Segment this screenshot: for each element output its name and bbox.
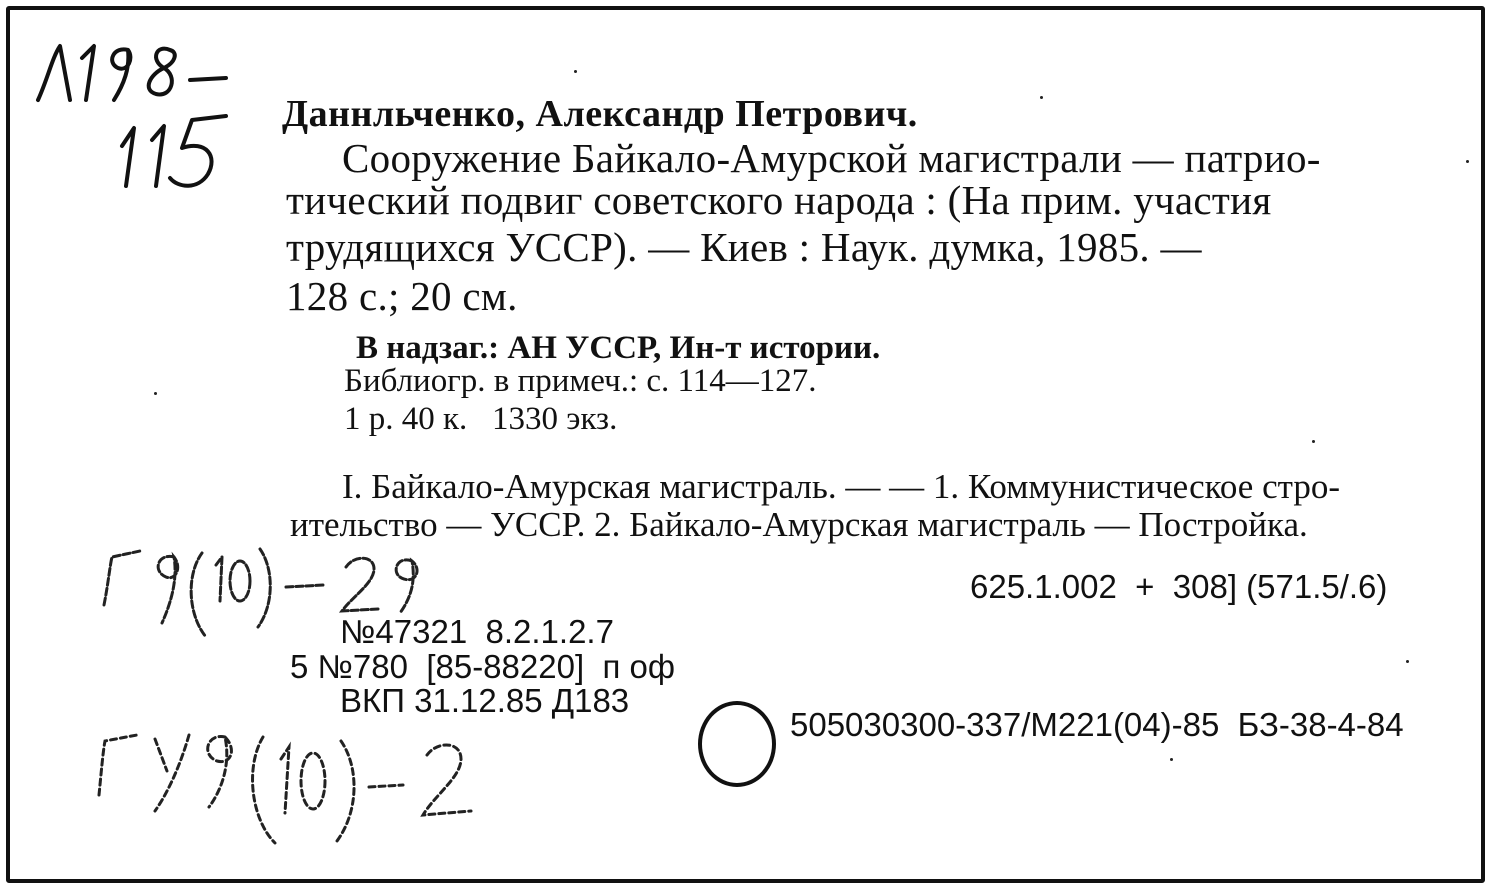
title-line: трудящихся УССР). — Киев : Наук. думка, 1985. — xyxy=(286,224,1202,270)
scan-speck xyxy=(1040,96,1043,99)
scan-speck xyxy=(1312,440,1315,443)
handwritten-classmark-1 xyxy=(90,535,450,645)
physical-description: 128 с.; 20 см. xyxy=(286,273,518,319)
registry-line: ВКП 31.12.85 Д183 xyxy=(340,682,630,719)
subject-line: ительство — УССР. 2. Байкало-Амурская магистраль — Постройка. xyxy=(290,505,1308,544)
subject-line: I. Байкало-Амурская магистраль. — — 1. Коммунистическое стро- xyxy=(342,467,1340,506)
author-heading: Даннльченко, Александр Петрович. xyxy=(282,93,918,135)
registry-line: 5 №780 [85-88220] п оф xyxy=(290,648,675,685)
title-line: Сооружение Байкало-Амурской магистрали — патрио- xyxy=(342,135,1321,181)
title-line: тический подвиг советского народа : (На прим. участия xyxy=(286,177,1272,223)
scan-speck xyxy=(1406,660,1409,663)
blank-stamp-circle xyxy=(698,701,776,787)
registry-line: №47321 8.2.1.2.7 xyxy=(340,613,614,650)
price-circulation: 1 р. 40 к. 1330 экз. xyxy=(344,401,618,437)
scan-speck xyxy=(574,70,577,73)
note-line: Библиогр. в примеч.: с. 114—127. xyxy=(344,363,817,399)
handwritten-shelfmark xyxy=(30,28,240,198)
scan-speck xyxy=(1170,758,1173,761)
handwritten-classmark-2 xyxy=(85,715,515,860)
note-line: В надзаг.: АН УССР, Ин-т истории. xyxy=(356,330,881,366)
book-index-code: 505030300-337/М221(04)-85 БЗ-38-4-84 xyxy=(790,706,1404,743)
scan-speck xyxy=(154,392,157,395)
udc-classification: 625.1.002 + 308] (571.5/.6) xyxy=(970,568,1388,605)
scan-speck xyxy=(1466,160,1469,163)
